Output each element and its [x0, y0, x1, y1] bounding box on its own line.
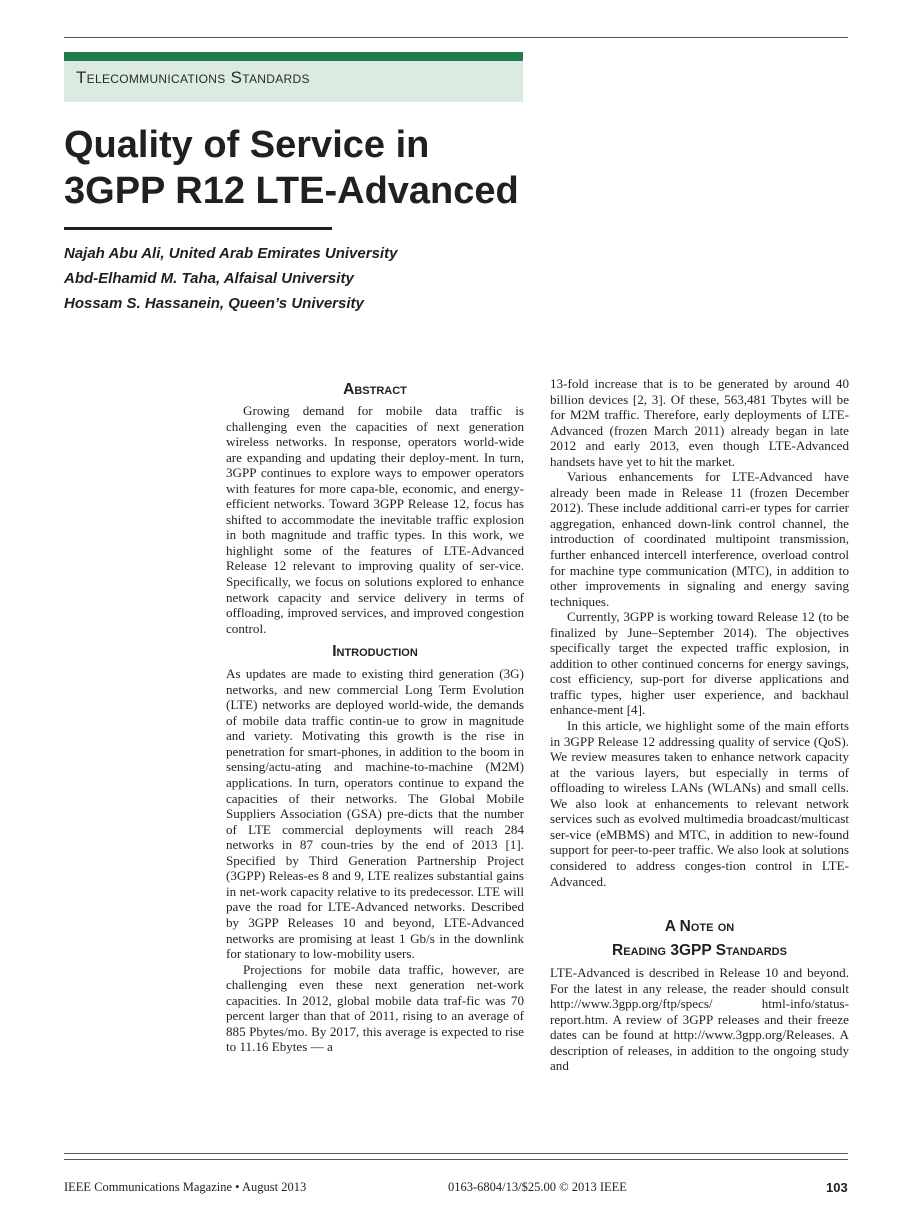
title-line-1: Quality of Service in	[64, 124, 430, 166]
intro-paragraph-2: Projections for mobile data traffic, however, are challenging even these next generation net-work capacities. In 2012, global mobile data traf-fic was 70 percent larger than that of 2011, rising to an average of 885 Pbytes/mo. By 2017, this average is expected to rise to 11.16 Ebytes — a	[226, 961, 524, 1055]
note-heading-line-1: A Note on	[664, 918, 735, 936]
footer-copyright: 0163-6804/13/$25.00 © 2013 IEEE	[448, 1180, 627, 1194]
section-banner	[64, 52, 523, 102]
intro-paragraph-4: Currently, 3GPP is working toward Release 12 (to be finalized by June–September 2014). The objectives specifically target the expected traffic explosion, in addition to other continued concerns for energy savings, cost efficiency, sup-port for diverse applications and traffic types, higher user experience, and backhaul enhance-ment [4].	[550, 609, 849, 718]
intro-paragraph-1: As updates are made to existing third generation (3G) networks, and new commercial Long Term Evolution (LTE) networks are deployed world-wide, the demands of mobile data traffic contin-ue to grow in magnitude and variety. Motivating this growth is the rise in penetration for smart-phones, in addition to the boom in sensing/actu-ating and machine-to-machine (M2M) applications. In turn, operators continue to expand the capacities of their networks. The Global Mobile Suppliers Association (GSA) pre-dicts that the number of LTE commercial deployments will reach 284 networks in 87 coun-tries by the end of 2013 [1]. Specified by Third Generation Partnership Project (3GPP) Releas-es 8 and 9, LTE realizes substantial gains in net-work capacity relative to its predecessor. LTE will pave the road for LTE-Advanced networks. Described by 3GPP Releases 10 and beyond, LTE-Advanced networks are promising at least 1 Gb/s in the downlink for stationary to low-mobility users.	[226, 666, 524, 962]
note-heading-line-2: Reading 3GPP Standards	[612, 942, 787, 960]
abstract-text: Growing demand for mobile data traffic is challenging even the capacities of next generation wireless networks. In response, operators world-wide are expanding and updating their deploy-ment. In turn, 3GPP continues to explore ways to empower operators with features for more capa-ble, economic, and energy-efficient networks. Toward 3GPP Release 12, focus has shifted to accommodate the inevitable traffic explosion in both magnitude and traffic types. In this work, we highlight some of the features of LTE-Advanced Release 12 relevant to improving quality of ser-vice. Specifically, we focus on solutions explored to enhance network capacity and service delivery in terms of offloading, improved services, and improved congestion control.	[226, 403, 524, 636]
footer-rule-top	[64, 1153, 848, 1154]
right-column	[550, 376, 849, 1074]
intro-paragraph-5: In this article, we highlight some of the main efforts in 3GPP Release 12 addressing quality of service (QoS). We review measures taken to enhance network capacity at the various layers, but especially in terms of offloading to wireless LANs (WLANs) and small cells. We also look at enhancements to relevant network services such as evolved multimedia broadcast/multicast ser-vice (eMBMS) and MTC, in addition to new-found support for peer-to-peer traffic. We also look at solutions considered to address conges-tion control in LTE-Advanced.	[550, 718, 849, 889]
left-column	[226, 376, 524, 1055]
title-rule	[64, 227, 332, 230]
intro-paragraph-2-continued: 13-fold increase that is to be generated by around 40 billion devices [2, 3]. Of these, 563,481 Tbytes will be for M2M traffic. Therefore, early deployments of LTE-Advanced (frozen March 2011) already began in late 2012 and early 2013, even though LTE-Advanced handsets have yet to hit the market.	[550, 376, 849, 469]
footer-rule-bottom	[64, 1159, 848, 1160]
abstract-heading: Abstract	[343, 381, 407, 398]
note-heading	[550, 915, 849, 963]
article-title	[64, 122, 534, 214]
banner-accent-bar	[64, 52, 523, 61]
intro-paragraph-3: Various enhancements for LTE-Advanced have already been made in Release 11 (frozen December 2012). These include additional carri-er types for carrier aggregation, enhanced down-link control channel, the introduction of coordinated multipoint transmission, further enhanced intercell interference, overload control for machine type communication (MTC), in addition to other improvements in signaling and energy saving techniques.	[550, 469, 849, 609]
note-text: LTE-Advanced is described in Release 10 and beyond. For the latest in any release, the reader should consult http://www.3gpp.org/ftp/specs/ html-info/status-report.htm. A review of 3GPP releases and their freeze dates can be found at http://www.3gpp.org/Releases. A description of releases, in addition to the ongoing study and	[550, 965, 849, 1074]
footer-journal: IEEE Communications Magazine • August 2013	[64, 1180, 307, 1194]
title-line-2: 3GPP R12 LTE-Advanced	[64, 170, 519, 212]
author-2: Abd-Elhamid M. Taha, Alfaisal University	[64, 270, 354, 287]
author-3: Hossam S. Hassanein, Queen’s University	[64, 295, 364, 312]
author-list	[64, 241, 397, 316]
page-number: 103	[826, 1180, 848, 1195]
author-1: Najah Abu Ali, United Arab Emirates University	[64, 245, 398, 262]
top-rule	[64, 37, 848, 38]
introduction-heading: Introduction	[332, 643, 418, 661]
section-label: Telecommunications Standards	[76, 68, 310, 87]
